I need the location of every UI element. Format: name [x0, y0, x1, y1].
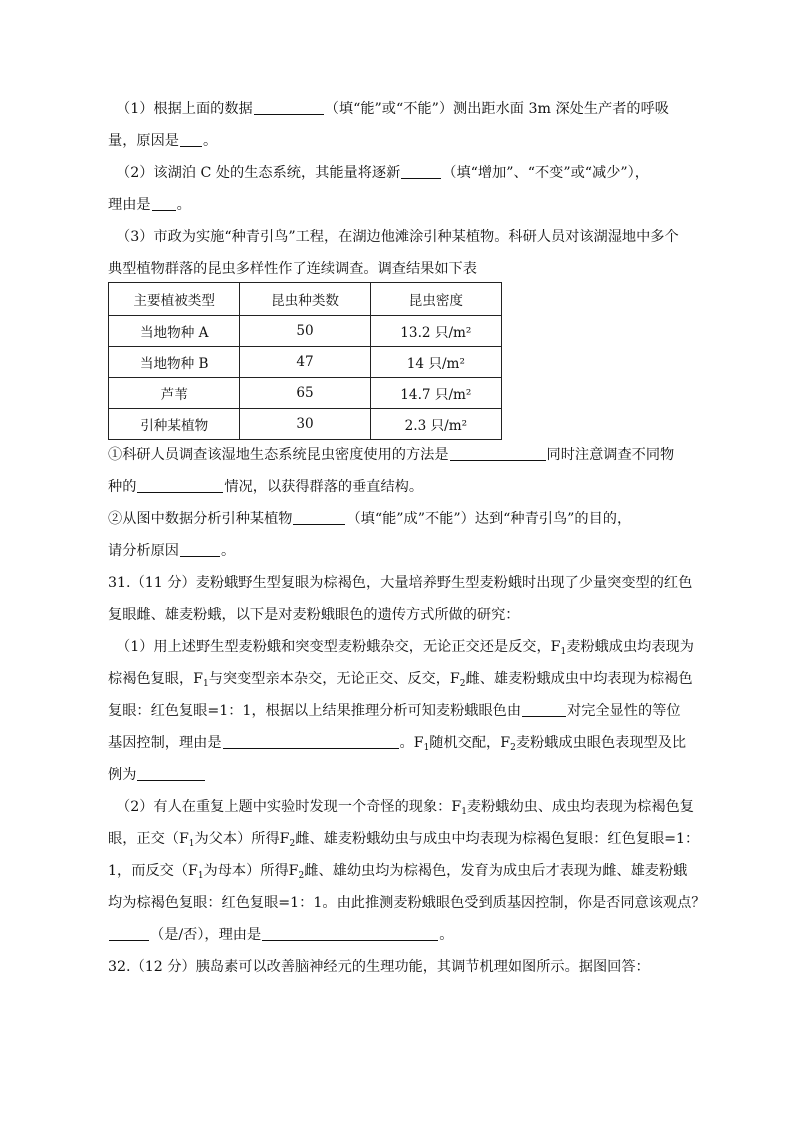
question-part-2-line-1: （2）该湖泊 C 处的生态系统，其能量将逐新 （填“增加”、“不变”或“减少”）， [116, 165, 649, 181]
answer-blank[interactable] [254, 100, 324, 115]
answer-blank[interactable] [450, 446, 546, 461]
table-cell: 当地物种 B [109, 347, 240, 378]
sub-question-1-line-2: 种的 情况，以获得群落的垂直结构。 [108, 479, 424, 495]
question-31-part-2-line-4: 均为棕褐色复眼：红色复眼=1：1。由此推测麦粉蛾眼色受到质基因控制，你是否同意该观点？ [108, 895, 706, 911]
table-cell: 50 [240, 316, 370, 347]
table-cell: 14 只/m² [370, 347, 501, 378]
table-row [109, 378, 502, 409]
question-part-2-line-2: 理由是 。 [108, 197, 191, 213]
sub-question-2-line-1: ②从图中数据分析引种某植物 （填“能”成”不能”）达到“种青引鸟”的目的， [108, 511, 632, 527]
answer-blank[interactable] [293, 510, 345, 525]
answer-blank[interactable] [180, 542, 220, 557]
answer-blank[interactable] [137, 766, 205, 781]
question-31-part-1-line-5: 例为 [108, 764, 694, 786]
question-part-1-line-2: 量，原因是 。 [108, 133, 218, 149]
table-header-cell: 昆虫种类数 [240, 283, 370, 316]
question-part-3-line-1: （3）市政为实施“种青引鸟”工程，在湖边他滩涂引种某植物。科研人员对该湖湿地中多个 [116, 229, 679, 245]
question-31-part-1-line-3: 复眼：红色复眼=1：1，根据以上结果推理分析可知麦粉蛾眼色由 对完全显性的等位 [108, 703, 681, 719]
table-row [109, 316, 502, 347]
table-cell: 引种某植物 [109, 409, 240, 440]
table-cell: 65 [240, 378, 370, 409]
question-31-part-2-line-5: （是/否），理由是 。 [108, 924, 694, 946]
answer-blank[interactable] [180, 132, 202, 147]
sub-question-1-line-1: ①科研人员调查该湿地生态系统昆虫密度使用的方法是 同时注意调查不同物 [108, 447, 675, 463]
answer-blank[interactable] [522, 702, 566, 717]
question-31-part-2-line-1: （2）有人在重复上题中实验时发现一个奇怪的现象：$F_1$麦粉蛾幼虫、成虫均表现为棕褐色复 [116, 799, 694, 817]
table-cell: 当地物种 A [109, 316, 240, 347]
answer-blank[interactable] [137, 478, 223, 493]
question-31-part-2-line-2: 眼，正交（$F_1$为父本）所得$F_2$雌、雄麦粉蛾幼虫与成虫中均表现为棕褐色复眼：红色复眼=1： [108, 831, 700, 849]
question-31-part-1-line-4: 基因控制，理由是 。$F_1$随机交配，$F_2$麦粉蛾成虫眼色表现型及比 [108, 735, 687, 753]
table-cell: 2.3 只/m² [370, 409, 501, 440]
question-31-part-2-line-3: 1，而反交（$F_1$为母本）所得$F_2$雌、雄幼虫均为棕褐色，发育为成虫后才表现为雌、雄麦粉蛾 [108, 863, 688, 881]
answer-blank[interactable] [152, 196, 176, 211]
table-cell: 30 [240, 409, 370, 440]
table-cell: 47 [240, 347, 370, 378]
question-31-part-1-line-2: 棕褐色复眼，$F_1$与突变型亲本杂交，无论正交、反交，$F_2$雌、雄麦粉蛾成虫中均表现为棕褐色 [108, 671, 693, 689]
answer-blank[interactable] [109, 926, 149, 941]
question-part-1-line-1: （1）根据上面的数据 （填“能”或“不能”）测出距水面 3m 深处生产者的呼吸 [116, 101, 669, 117]
question-31-part-1-line-1: （1）用上述野生型麦粉蛾和突变型麦粉蛾杂交，无论正交还是反交，$F_1$麦粉蛾成虫均表现为 [116, 639, 694, 657]
question-32-line-1: 32.（12 分）胰岛素可以改善脑神经元的生理功能，其调节机理如图所示。据图回答： [108, 959, 650, 975]
insect-survey-table [108, 282, 502, 440]
sub-question-2-line-2: 请分析原因 。 [108, 543, 236, 559]
question-31-line-1: 31.（11 分）麦粉蛾野生型复眼为棕褐色，大量培养野生型麦粉蛾时出现了少量突变型的红色 [108, 575, 693, 591]
question-part-3-line-2: 典型植物群落的昆虫多样性作了连续调查。调查结果如下表 [108, 261, 477, 277]
answer-blank[interactable] [401, 164, 441, 179]
table-header-cell: 主要植被类型 [109, 283, 240, 316]
question-31-line-2: 复眼雌、雄麦粉蛾，以下是对麦粉蛾眼色的遗传方式所做的研究： [108, 607, 520, 623]
table-header-row [109, 283, 502, 316]
table-row [109, 347, 502, 378]
table-cell: 13.2 只/m² [370, 316, 501, 347]
table-cell: 14.7 只/m² [370, 378, 501, 409]
answer-blank[interactable] [262, 926, 438, 941]
table-header-cell: 昆虫密度 [370, 283, 501, 316]
table-row [109, 409, 502, 440]
answer-blank[interactable] [223, 734, 399, 749]
table-cell: 芦苇 [109, 378, 240, 409]
